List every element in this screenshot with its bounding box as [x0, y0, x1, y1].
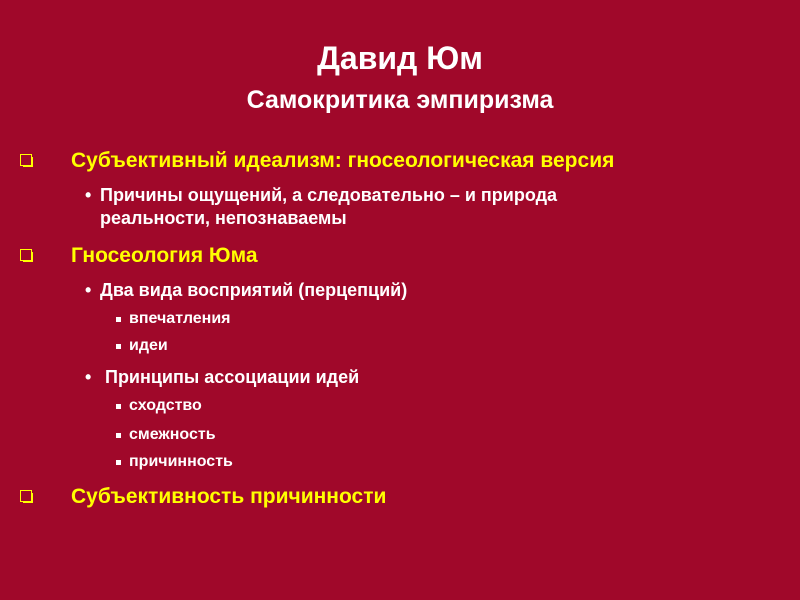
- bullet-item-subjectivity-of-causality: [20, 484, 386, 510]
- square-bullet-icon: [116, 344, 121, 349]
- sub-bullet-label: Два вида восприятий (перцепций): [100, 280, 408, 300]
- bullet-item-label: Субъективный идеализм: гносеологическая версия: [71, 149, 615, 172]
- square-bullet-icon: [116, 460, 121, 465]
- sub-sub-bullet-contiguity: [116, 425, 216, 445]
- sub-sub-bullet-label: сходство: [129, 397, 202, 414]
- sub-bullet-label: Принципы ассоциации идей: [100, 367, 360, 387]
- square-bullet-icon: [116, 317, 121, 322]
- sub-sub-bullet-similarity: [116, 396, 202, 416]
- checkbox-bullet-icon: [20, 249, 34, 263]
- sub-bullet-line: Причины ощущений, а следовательно – и природа: [100, 185, 558, 205]
- square-bullet-icon: [116, 404, 121, 409]
- sub-sub-bullet-label: идеи: [129, 337, 168, 354]
- bullet-dot-icon: •: [85, 367, 92, 387]
- bullet-dot-icon: •: [85, 280, 92, 300]
- sub-bullet-perceptions: [85, 279, 407, 302]
- bullet-item-label: Гносеология Юма: [71, 244, 258, 267]
- sub-sub-bullet-impressions: [116, 309, 231, 329]
- sub-bullet-causes: [85, 184, 557, 230]
- checkbox-bullet-icon: [20, 490, 34, 504]
- sub-sub-bullet-ideas: [116, 336, 168, 356]
- sub-bullet-association-principles: [85, 366, 359, 389]
- sub-sub-bullet-label: причинность: [129, 453, 233, 470]
- square-bullet-icon: [116, 433, 121, 438]
- checkbox-bullet-icon: [20, 154, 34, 168]
- slide-title: Давид Юм: [317, 40, 483, 76]
- bullet-item-hume-epistemology: [20, 243, 258, 269]
- sub-sub-bullet-label: смежность: [129, 426, 216, 443]
- bullet-item-label: Субъективность причинности: [71, 485, 387, 508]
- sub-sub-bullet-causality: [116, 452, 233, 472]
- slide-subtitle: Самокритика эмпиризма: [246, 86, 554, 114]
- sub-bullet-line: реальности, непознаваемы: [100, 208, 347, 228]
- bullet-dot-icon: •: [85, 185, 92, 205]
- sub-sub-bullet-label: впечатления: [129, 310, 231, 327]
- bullet-item-subjective-idealism: [20, 148, 614, 174]
